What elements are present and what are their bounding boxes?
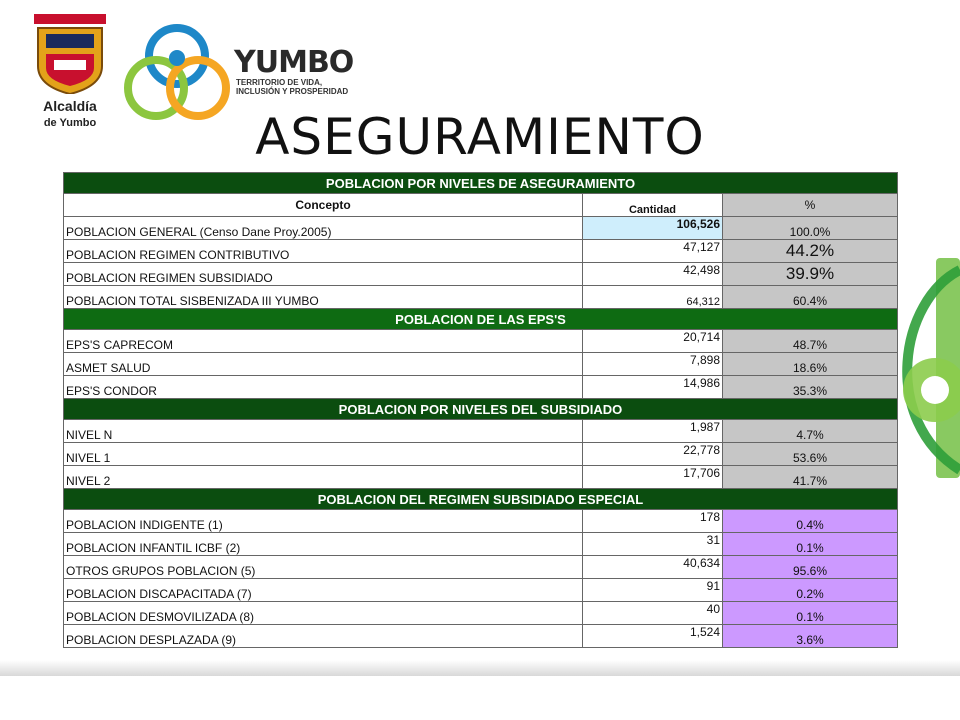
table-row (64, 420, 898, 443)
section-header-row (64, 309, 898, 330)
alcaldia-name-line1: Alcaldía (43, 98, 97, 114)
row-pct: 53.6% (723, 443, 898, 466)
row-cantidad: 31 (583, 533, 723, 556)
row-pct: 18.6% (723, 353, 898, 376)
row-pct: 41.7% (723, 466, 898, 489)
row-pct: 0.4% (723, 510, 898, 533)
table-row (64, 466, 898, 489)
row-cantidad: 40,634 (583, 556, 723, 579)
table-row (64, 602, 898, 625)
row-cantidad: 178 (583, 510, 723, 533)
section1-title: POBLACION POR NIVELES DE ASEGURAMIENTO (64, 173, 898, 194)
row-label: EPS'S CONDOR (64, 376, 583, 399)
row-label: POBLACION GENERAL (Censo Dane Proy.2005) (64, 217, 583, 240)
row-label: POBLACION INDIGENTE (1) (64, 510, 583, 533)
row-label: OTROS GRUPOS POBLACION (5) (64, 556, 583, 579)
table-row (64, 376, 898, 399)
row-cantidad: 91 (583, 579, 723, 602)
row-label: POBLACION DISCAPACITADA (7) (64, 579, 583, 602)
row-label: EPS'S CAPRECOM (64, 330, 583, 353)
row-cantidad: 64,312 (583, 286, 723, 309)
alcaldia-name-line2: de Yumbo (43, 117, 97, 129)
row-label: POBLACION INFANTIL ICBF (2) (64, 533, 583, 556)
row-label: NIVEL N (64, 420, 583, 443)
row-pct: 95.6% (723, 556, 898, 579)
table-row (64, 217, 898, 240)
yumbo-circles-logo-icon (122, 22, 232, 122)
row-cantidad: 14,986 (583, 376, 723, 399)
yumbo-tagline-2: INCLUSIÓN Y PROSPERIDAD (236, 87, 349, 96)
table-row (64, 625, 898, 648)
table-row (64, 510, 898, 533)
table-row (64, 443, 898, 466)
row-pct: 44.2% (723, 240, 898, 263)
row-pct: 4.7% (723, 420, 898, 443)
col-pct-header: % (723, 194, 898, 217)
row-pct: 100.0% (723, 217, 898, 240)
row-pct: 48.7% (723, 330, 898, 353)
table-row (64, 263, 898, 286)
row-label: NIVEL 1 (64, 443, 583, 466)
row-cantidad: 20,714 (583, 330, 723, 353)
table-row (64, 556, 898, 579)
bottom-divider (0, 660, 960, 676)
section3-title: POBLACION POR NIVELES DEL SUBSIDIADO (64, 399, 898, 420)
table-row (64, 286, 898, 309)
row-cantidad: 1,987 (583, 420, 723, 443)
row-cantidad: 40 (583, 602, 723, 625)
table-row (64, 579, 898, 602)
section4-title: POBLACION DEL REGIMEN SUBSIDIADO ESPECIAL (64, 489, 898, 510)
table-row (64, 353, 898, 376)
row-label: POBLACION DESPLAZADA (9) (64, 625, 583, 648)
row-label: ASMET SALUD (64, 353, 583, 376)
row-pct: 35.3% (723, 376, 898, 399)
col-cantidad-header: Cantidad (583, 194, 723, 217)
row-label: POBLACION DESMOVILIZADA (8) (64, 602, 583, 625)
page-title: ASEGURAMIENTO (255, 108, 705, 166)
row-label: NIVEL 2 (64, 466, 583, 489)
yumbo-brand (234, 45, 354, 96)
col-concepto-header: Concepto (64, 194, 583, 217)
aseguramiento-table (63, 172, 898, 648)
column-header-row (64, 194, 898, 217)
yumbo-tagline-1: TERRITORIO DE VIDA, (236, 78, 323, 87)
section-header-row (64, 173, 898, 194)
row-cantidad: 42,498 (583, 263, 723, 286)
row-pct: 0.1% (723, 602, 898, 625)
row-label: POBLACION TOTAL SISBENIZADA III YUMBO (64, 286, 583, 309)
row-cantidad: 106,526 (583, 217, 723, 240)
row-pct: 39.9% (723, 263, 898, 286)
row-pct: 60.4% (723, 286, 898, 309)
table-row (64, 533, 898, 556)
row-cantidad: 47,127 (583, 240, 723, 263)
section2-title: POBLACION DE LAS EPS'S (64, 309, 898, 330)
row-cantidad: 7,898 (583, 353, 723, 376)
row-pct: 3.6% (723, 625, 898, 648)
section-header-row (64, 489, 898, 510)
table-row (64, 240, 898, 263)
section-header-row (64, 399, 898, 420)
row-cantidad: 1,524 (583, 625, 723, 648)
row-pct: 0.1% (723, 533, 898, 556)
table-row (64, 330, 898, 353)
row-label: POBLACION REGIMEN CONTRIBUTIVO (64, 240, 583, 263)
row-label: POBLACION REGIMEN SUBSIDIADO (64, 263, 583, 286)
row-cantidad: 22,778 (583, 443, 723, 466)
yumbo-brand-name: YUMBO (234, 45, 354, 80)
row-cantidad: 17,706 (583, 466, 723, 489)
row-pct: 0.2% (723, 579, 898, 602)
coat-of-arms-icon (28, 14, 112, 94)
